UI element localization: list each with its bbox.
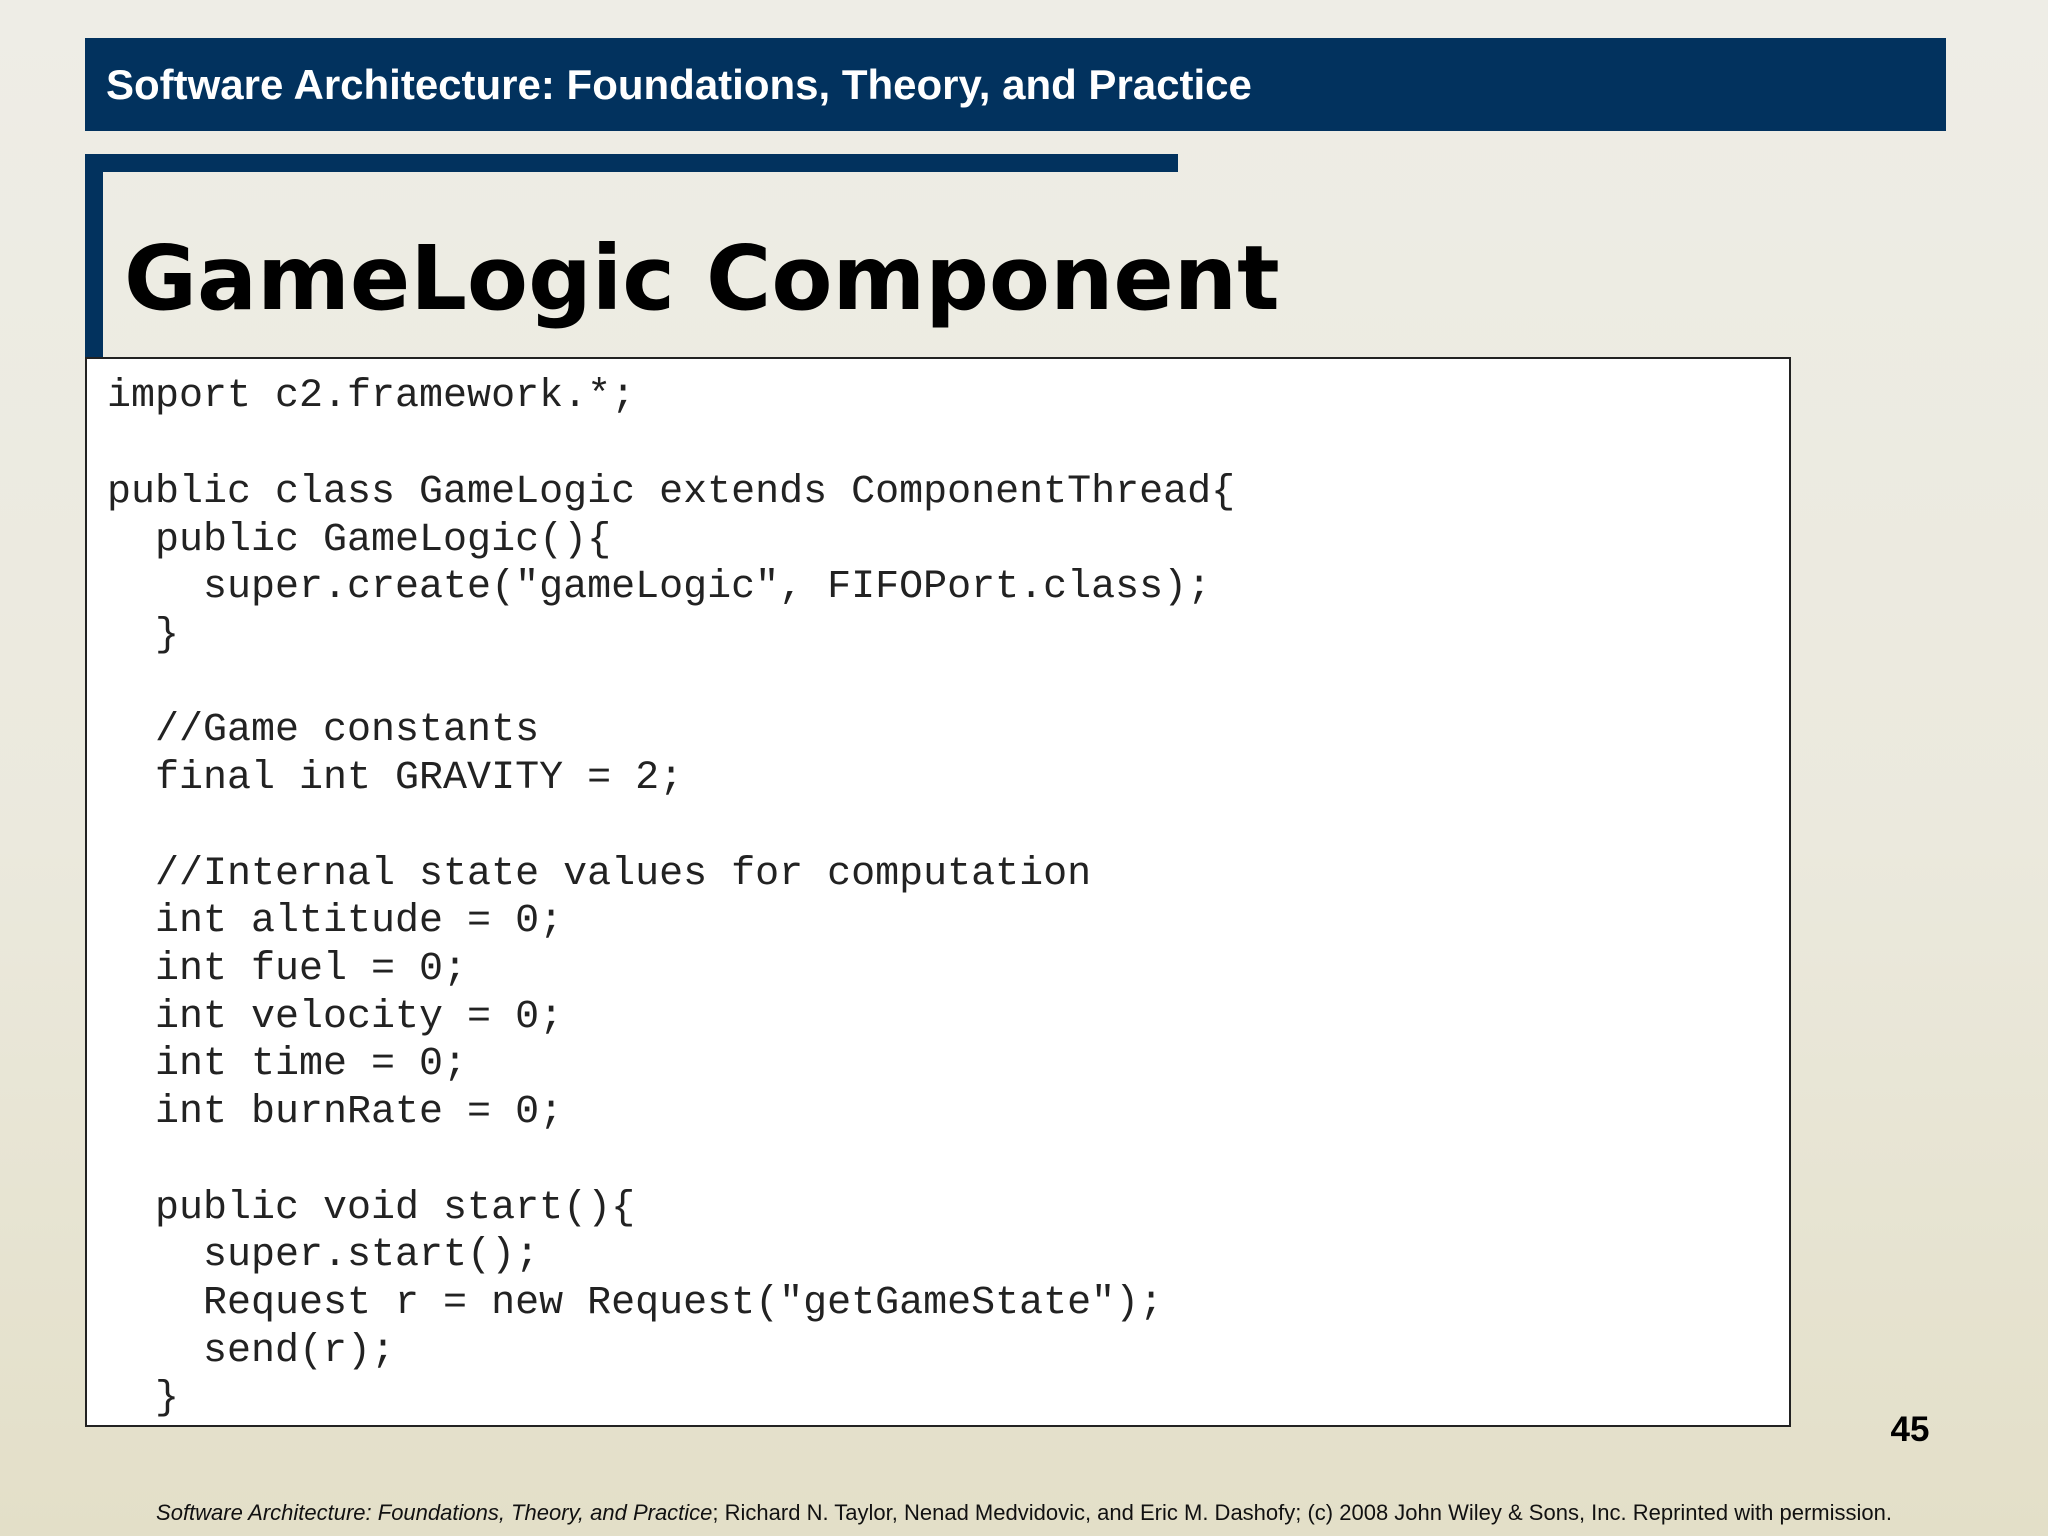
code-line: send(r);: [107, 1329, 396, 1374]
header-title: Software Architecture: Foundations, Theory, and Practice: [106, 61, 1252, 108]
footer-book-title: Software Architecture: Foundations, Theory, and Practice: [156, 1500, 713, 1525]
code-line: final int GRAVITY = 2;: [107, 756, 684, 801]
footer-citation: [0, 1496, 2048, 1530]
page-number: 45: [1890, 1410, 1930, 1449]
code-line: int fuel = 0;: [107, 947, 468, 992]
title-accent-left-rule: [85, 154, 103, 359]
code-line: Request r = new Request("getGameState");: [107, 1281, 1164, 1326]
code-line: public void start(){: [107, 1186, 636, 1231]
title-accent-top-rule: [85, 154, 1178, 172]
code-line: //Game constants: [107, 708, 540, 753]
code-line: int altitude = 0;: [107, 899, 564, 944]
code-line: import c2.framework.*;: [107, 374, 636, 419]
code-line: super.start();: [107, 1233, 540, 1278]
code-line: }: [107, 613, 180, 658]
code-line: public class GameLogic extends ComponentThread{: [107, 470, 1236, 515]
code-line: int velocity = 0;: [107, 995, 564, 1040]
footer-credit: ; Richard N. Taylor, Nenad Medvidovic, and Eric M. Dashofy; (c) 2008 John Wiley & Sons, Inc. Reprinted with permission.: [712, 1500, 1892, 1525]
code-line: int time = 0;: [107, 1042, 468, 1087]
code-line: }: [107, 1376, 180, 1421]
header-bar: [85, 38, 1946, 131]
code-line: super.create("gameLogic", FIFOPort.class);: [107, 565, 1212, 610]
code-line: int burnRate = 0;: [107, 1090, 564, 1135]
code-line: public GameLogic(){: [107, 518, 612, 563]
slide-title: GameLogic Component: [124, 226, 1280, 330]
code-line: //Internal state values for computation: [107, 852, 1092, 897]
code-listing: [85, 357, 1791, 1427]
